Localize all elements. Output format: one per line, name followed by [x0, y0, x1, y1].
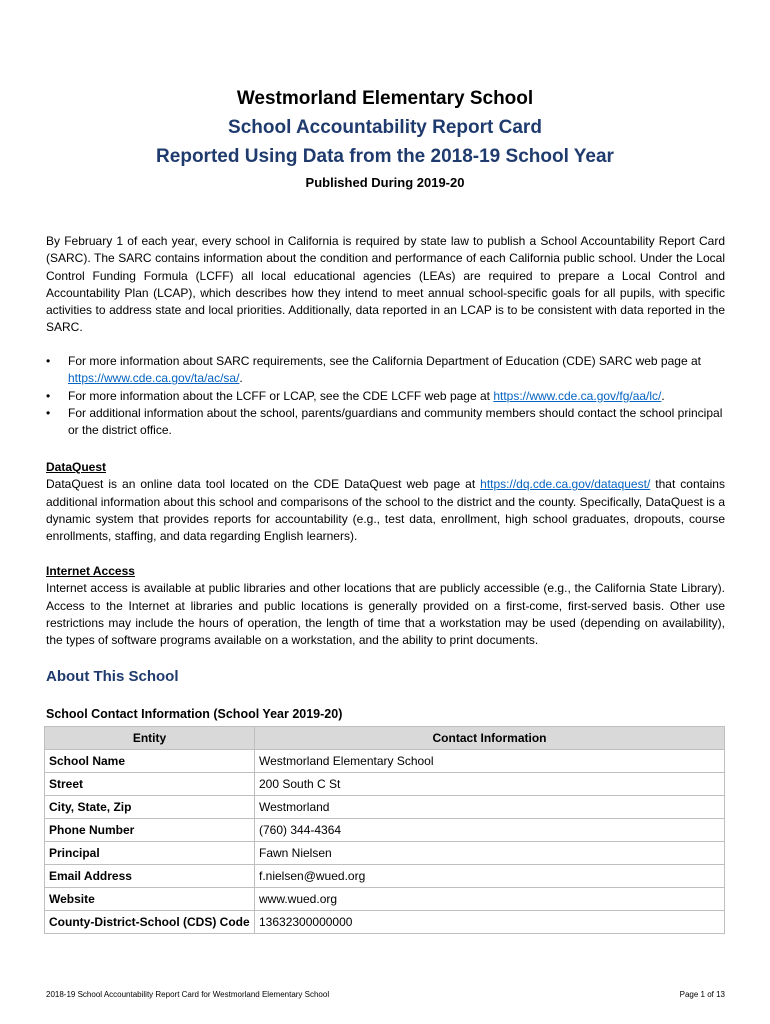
- internet-access-section: [46, 563, 725, 649]
- row-label: Email Address: [45, 865, 255, 888]
- row-value: Westmorland Elementary School: [255, 750, 725, 773]
- row-value: Westmorland: [255, 796, 725, 819]
- bullet-icon: •: [46, 354, 51, 368]
- table-row: [45, 819, 725, 842]
- intro-paragraph: By February 1 of each year, every school in California is required by state law to publish a School Accountability Report Card (SARC). The SARC contains information about the condition and performance of each California public school. Under the Local Control Funding Formula (LCFF) all local educational agencies (LEAs) are required to prepare a Local Control and Accountability Plan (LCAP), which describes how they intend to meet annual school-specific goals for all pupils, with specific activities to address state and local priorities. Additionally, data reported in an LCAP is to be consistent with data reported in the SARC.: [46, 234, 725, 335]
- lcff-web-link[interactable]: https://www.cde.ca.gov/fg/aa/lc/: [493, 388, 662, 403]
- row-value: 13632300000000: [255, 911, 725, 934]
- dataquest-section: [46, 459, 725, 545]
- row-label: Website: [45, 888, 255, 911]
- dataquest-paragraph: DataQuest is an online data tool located on the CDE DataQuest web page at https://dq.cde.ca.gov/dataquest/ that contains additional information about this school and comparisons of the school to the district and the county. Specifically, DataQuest is a dynamic system that provides reports for accountability (e.g., test data, enrollment, high school graduates, dropouts, course enrollments, staffing, and data regarding English learners).: [46, 477, 725, 544]
- report-title: School Accountability Report Card: [228, 117, 542, 138]
- bullet-sarc-info: • For more information about SARC requirements, see the California Department of Education (CDE) SARC web page at https://www.cde.ca.gov/ta/ac/sa/.: [46, 354, 701, 386]
- row-label: City, State, Zip: [45, 796, 255, 819]
- bullet-contact-info: • For additional information about the school, parents/guardians and community members should contact the school principal or the district office.: [46, 405, 723, 438]
- table-row: [45, 750, 725, 773]
- dataquest-link[interactable]: https://dq.cde.ca.gov/dataquest/: [480, 477, 651, 492]
- footer-page-number: Page 1 of 13: [679, 990, 725, 999]
- about-school-heading: About This School: [46, 668, 179, 685]
- footer-document-title: 2018-19 School Accountability Report Card for Westmorland Elementary School: [46, 990, 330, 999]
- table-row: [45, 888, 725, 911]
- contact-info-table: [44, 726, 725, 934]
- bullet-icon: •: [46, 405, 51, 420]
- table-row: [45, 911, 725, 934]
- bullet-lcff-info: • For more information about the LCFF or LCAP, see the CDE LCFF web page at https://www.cde.ca.gov/fg/aa/lc/.: [46, 388, 725, 405]
- dataquest-heading: DataQuest: [46, 460, 107, 474]
- bullet-icon: •: [46, 388, 51, 403]
- report-year-subtitle: Reported Using Data from the 2018-19 School Year: [156, 146, 614, 167]
- row-label: Street: [45, 773, 255, 796]
- table-row: [45, 773, 725, 796]
- contact-table-title: School Contact Information (School Year 2019-20): [46, 707, 343, 721]
- row-label: County-District-School (CDS) Code: [45, 911, 255, 934]
- row-value: (760) 344-4364: [255, 819, 725, 842]
- school-name-title: Westmorland Elementary School: [236, 88, 534, 109]
- row-value: 200 South C St: [255, 773, 725, 796]
- published-date: Published During 2019-20: [305, 175, 465, 190]
- sarc-web-link[interactable]: https://www.cde.ca.gov/ta/ac/sa/: [68, 371, 240, 386]
- table-row: [45, 796, 725, 819]
- table-row: [45, 842, 725, 865]
- row-label: Principal: [45, 842, 255, 865]
- info-bullet-list: [46, 353, 725, 439]
- col-header-entity: Entity: [45, 727, 255, 750]
- table-row: [45, 865, 725, 888]
- row-value: Fawn Nielsen: [255, 842, 725, 865]
- internet-access-paragraph: Internet access is available at public libraries and other locations that are publicly accessible (e.g., the California State Library). Access to the Internet at libraries and public locations is generally provided on a first-come, first-served basis. Other use restrictions may include the hours of operation, the length of time that a workstation may be used (depending on availability), the types of software programs available on a workstation, and the ability to print documents.: [46, 581, 725, 648]
- row-label: School Name: [45, 750, 255, 773]
- table-header-row: [45, 727, 725, 750]
- row-label: Phone Number: [45, 819, 255, 842]
- row-value: f.nielsen@wued.org: [255, 865, 725, 888]
- row-value: www.wued.org: [255, 888, 725, 911]
- internet-access-heading: Internet Access: [46, 564, 135, 578]
- col-header-contact: Contact Information: [255, 727, 725, 750]
